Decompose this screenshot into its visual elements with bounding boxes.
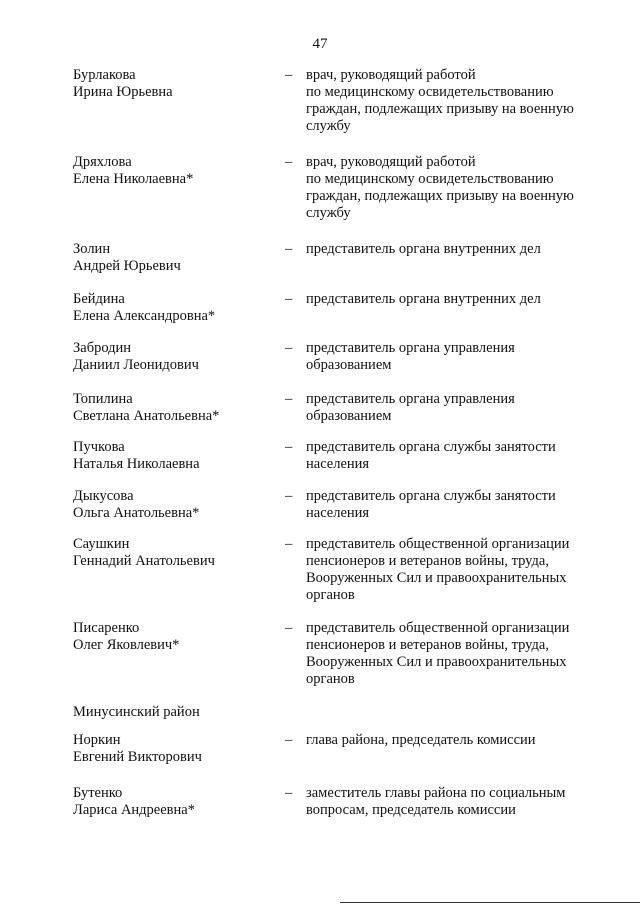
person-name: Бейдина Елена Александровна*	[73, 291, 216, 324]
person-name: Топилина Светлана Анатольевна*	[73, 391, 220, 424]
dash-separator: –	[285, 241, 293, 257]
person-role: представитель общественной организации пенсионеров и ветеранов войны, труда, Вооруженных Сил и правоохранительных органов	[306, 620, 570, 687]
dash-separator: –	[285, 488, 293, 504]
person-name: Бутенко Лариса Андреевна*	[73, 785, 195, 818]
person-role: представитель общественной организации пенсионеров и ветеранов войны, труда, Вооруженных Сил и правоохранительных органов	[306, 536, 570, 603]
dash-separator: –	[285, 732, 293, 748]
dash-separator: –	[285, 67, 293, 83]
dash-separator: –	[285, 291, 293, 307]
person-name: Писаренко Олег Яковлевич*	[73, 620, 180, 653]
person-name: Пучкова Наталья Николаевна	[73, 439, 200, 472]
person-name: Забродин Даниил Леонидович	[73, 340, 199, 373]
person-name: Дряхлова Елена Николаевна*	[73, 154, 194, 187]
person-name: Норкин Евгений Викторович	[73, 732, 202, 765]
dash-separator: –	[285, 340, 293, 356]
dash-separator: –	[285, 154, 293, 170]
page-number: 47	[312, 36, 328, 52]
section-title: Минусинский район	[73, 704, 200, 720]
person-role: заместитель главы района по социальным вопросам, председатель комиссии	[306, 785, 566, 818]
person-role: представитель органа службы занятости населения	[306, 488, 556, 521]
person-name: Саушкин Геннадий Анатольевич	[73, 536, 215, 569]
person-role: представитель органа внутренних дел	[306, 241, 541, 257]
dash-separator: –	[285, 536, 293, 552]
dash-separator: –	[285, 439, 293, 455]
person-name: Дыкусова Ольга Анатольевна*	[73, 488, 200, 521]
footer-rule	[340, 902, 640, 903]
person-name: Бурлакова Ирина Юрьевна	[73, 67, 173, 100]
dash-separator: –	[285, 391, 293, 407]
person-role: представитель органа управления образованием	[306, 391, 515, 424]
person-role: врач, руководящий работой по медицинскому освидетельствованию граждан, подлежащих призыву на военную службу	[306, 154, 574, 221]
person-role: глава района, председатель комиссии	[306, 732, 536, 748]
person-name: Золин Андрей Юрьевич	[73, 241, 181, 274]
person-role: врач, руководящий работой по медицинскому освидетельствованию граждан, подлежащих призыву на военную службу	[306, 67, 574, 134]
dash-separator: –	[285, 785, 293, 801]
person-role: представитель органа службы занятости населения	[306, 439, 556, 472]
dash-separator: –	[285, 620, 293, 636]
person-role: представитель органа управления образованием	[306, 340, 515, 373]
person-role: представитель органа внутренних дел	[306, 291, 541, 307]
